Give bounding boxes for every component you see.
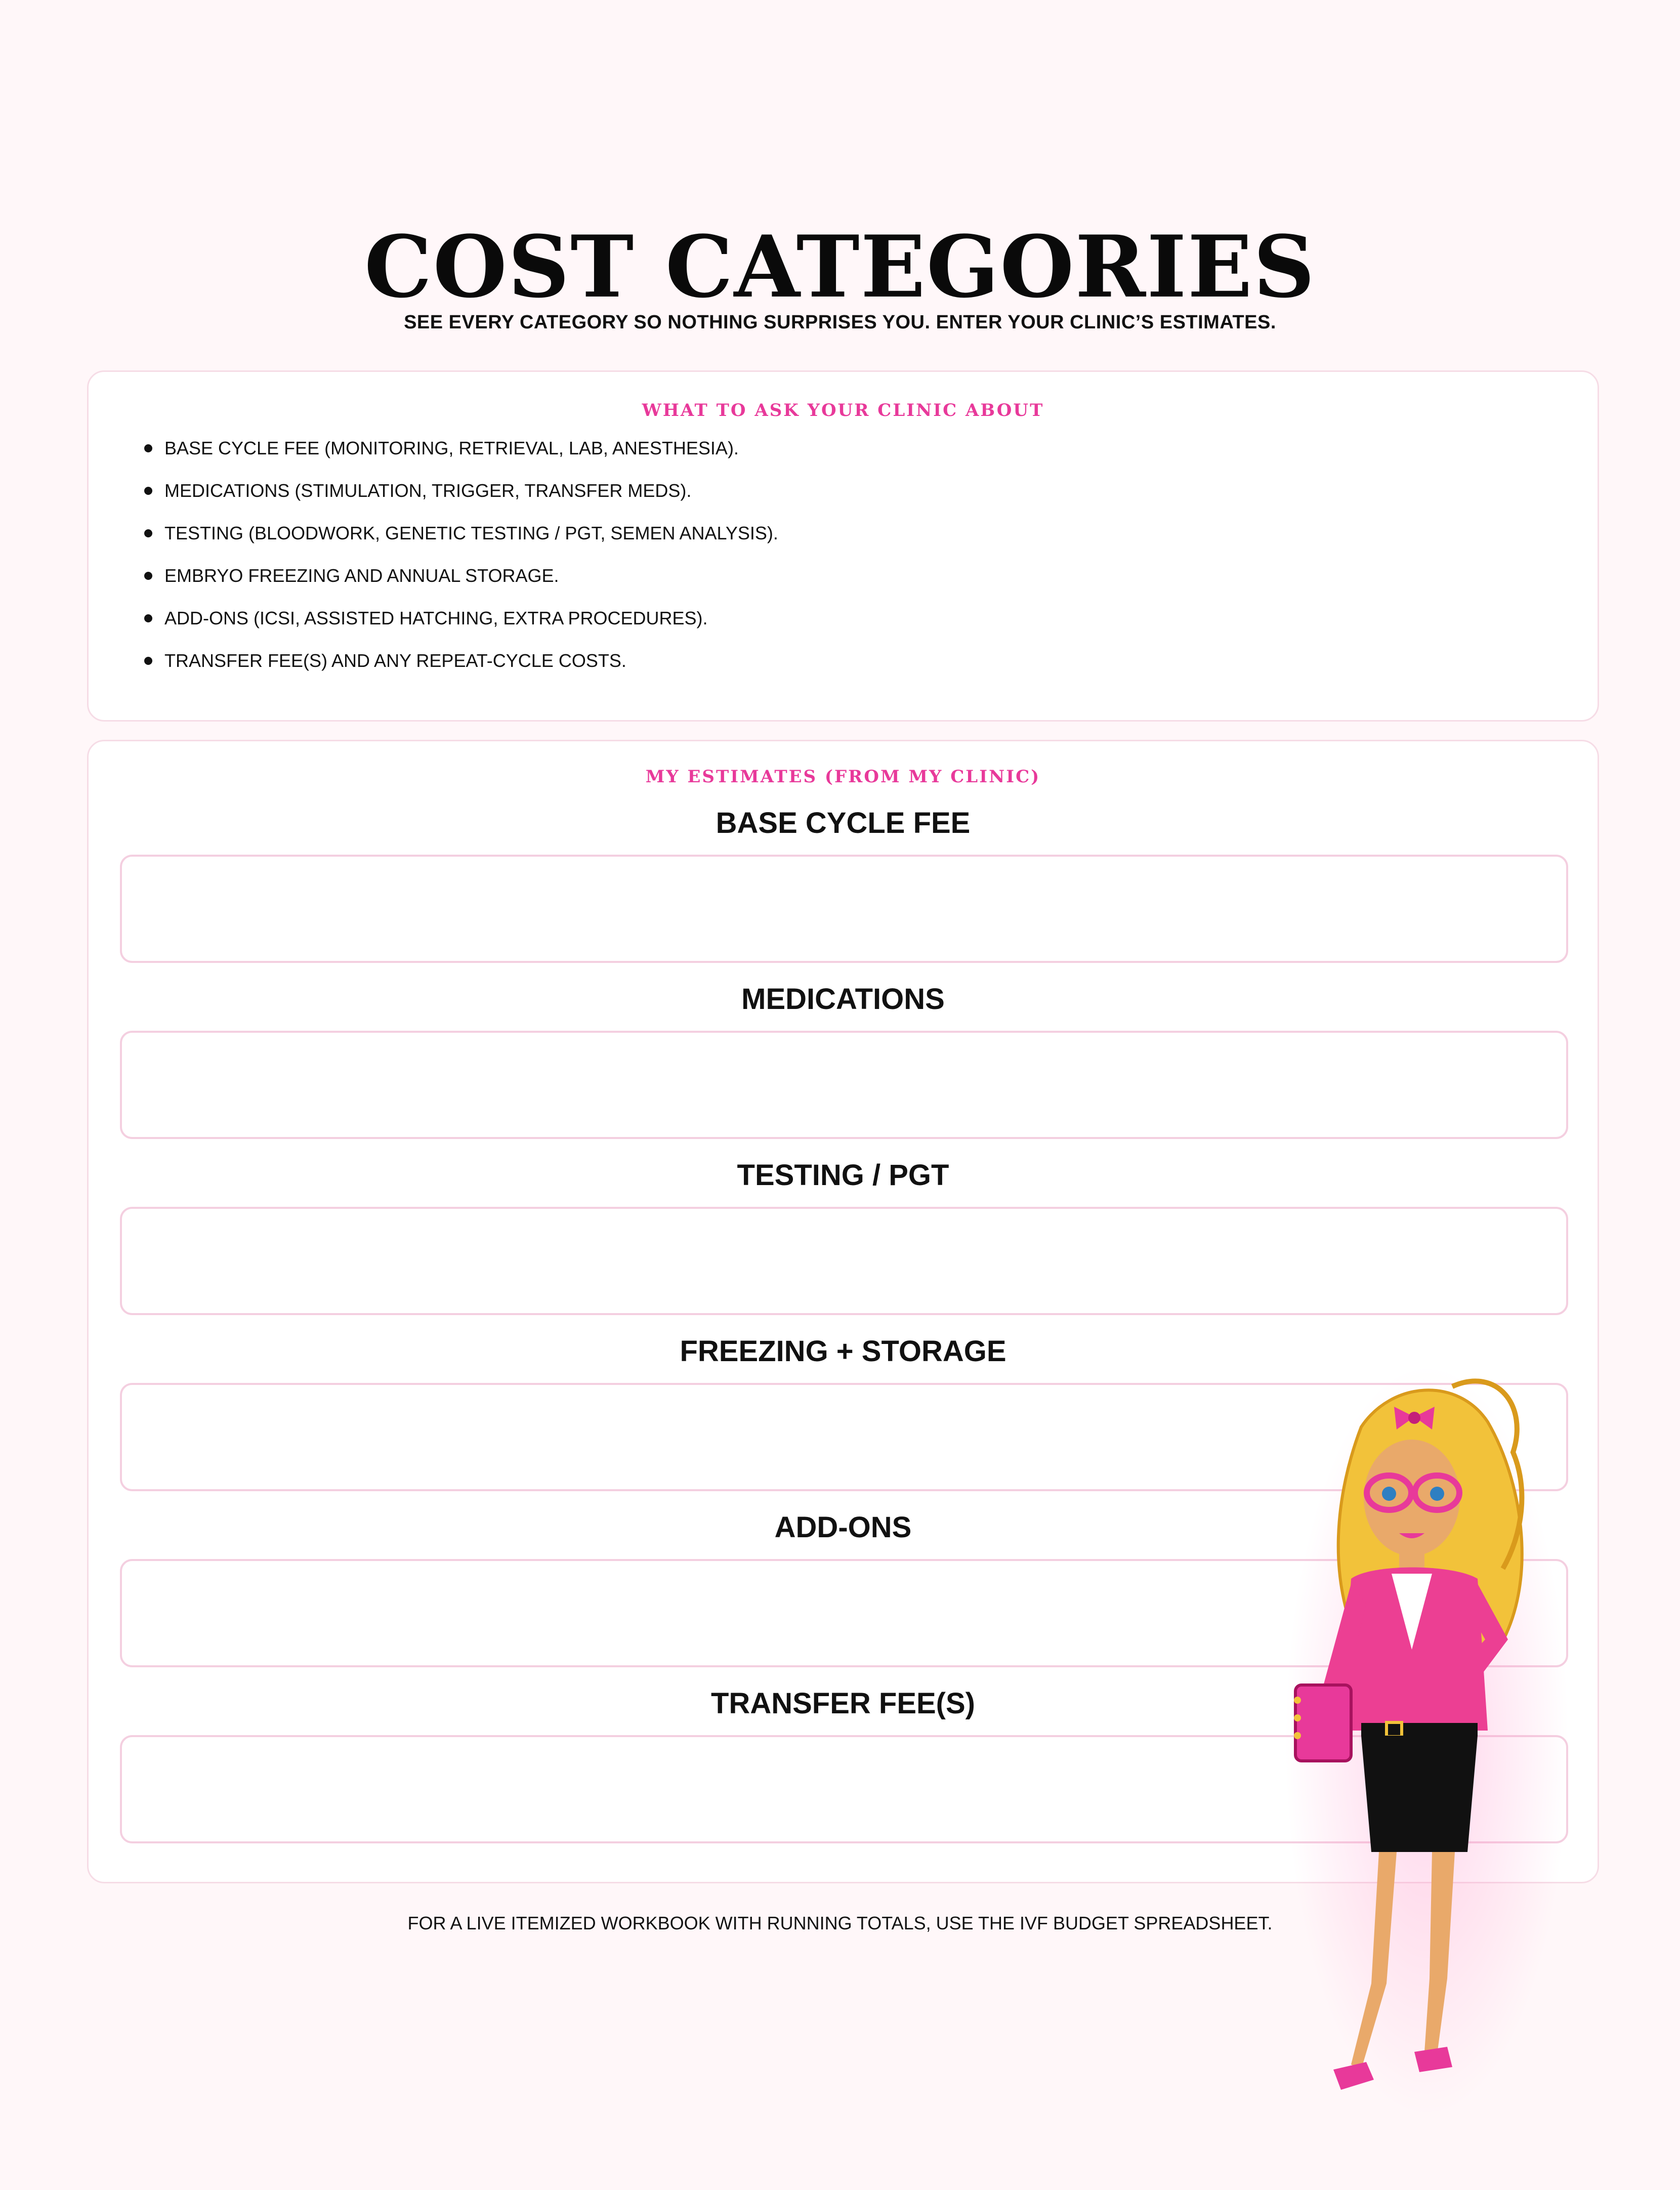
freezing-storage-label: FREEZING + STORAGE xyxy=(680,1335,1006,1368)
medications-field[interactable] xyxy=(120,1031,1568,1139)
estimates-heading: MY ESTIMATES (FROM MY CLINIC) xyxy=(645,767,1041,787)
base-cycle-fee-field[interactable] xyxy=(120,855,1568,963)
ask-clinic-card xyxy=(87,370,1599,722)
medications-label: MEDICATIONS xyxy=(741,983,945,1016)
page-title: COST CATEGORIES xyxy=(364,216,1316,317)
footer-note: FOR A LIVE ITEMIZED WORKBOOK WITH RUNNING TOTALS, USE THE IVF BUDGET SPREADSHEET. xyxy=(407,1913,1273,1933)
transfer-fees-label: TRANSFER FEE(S) xyxy=(711,1687,975,1720)
list-item: TESTING (BLOODWORK, GENETIC TESTING / PGT, SEMEN ANALYSIS). xyxy=(141,523,778,544)
ask-clinic-heading: WHAT TO ASK YOUR CLINIC ABOUT xyxy=(642,400,1044,420)
list-item: BASE CYCLE FEE (MONITORING, RETRIEVAL, LAB, ANESTHESIA). xyxy=(141,438,778,459)
page-subtitle: SEE EVERY CATEGORY SO NOTHING SURPRISES YOU. ENTER YOUR CLINIC’S ESTIMATES. xyxy=(404,312,1276,333)
bullet-icon xyxy=(144,572,152,580)
bullet-icon xyxy=(144,529,152,537)
businesswoman-mascot-illustration xyxy=(1285,1366,1569,2115)
base-cycle-fee-label: BASE CYCLE FEE xyxy=(716,807,971,839)
bullet-icon xyxy=(144,614,152,622)
list-item: ADD-ONS (ICSI, ASSISTED HATCHING, EXTRA PROCEDURES). xyxy=(141,608,778,629)
bullet-icon xyxy=(144,487,152,495)
testing-pgt-label: TESTING / PGT xyxy=(737,1159,949,1192)
add-ons-label: ADD-ONS xyxy=(774,1511,912,1544)
bullet-icon xyxy=(144,444,152,452)
list-item: MEDICATIONS (STIMULATION, TRIGGER, TRANSFER MEDS). xyxy=(141,480,778,501)
testing-pgt-field[interactable] xyxy=(120,1207,1568,1315)
list-item: EMBRYO FREEZING AND ANNUAL STORAGE. xyxy=(141,565,778,586)
ask-clinic-list xyxy=(141,438,778,693)
bullet-icon xyxy=(144,657,152,665)
list-item: TRANSFER FEE(S) AND ANY REPEAT-CYCLE COSTS. xyxy=(141,650,778,671)
